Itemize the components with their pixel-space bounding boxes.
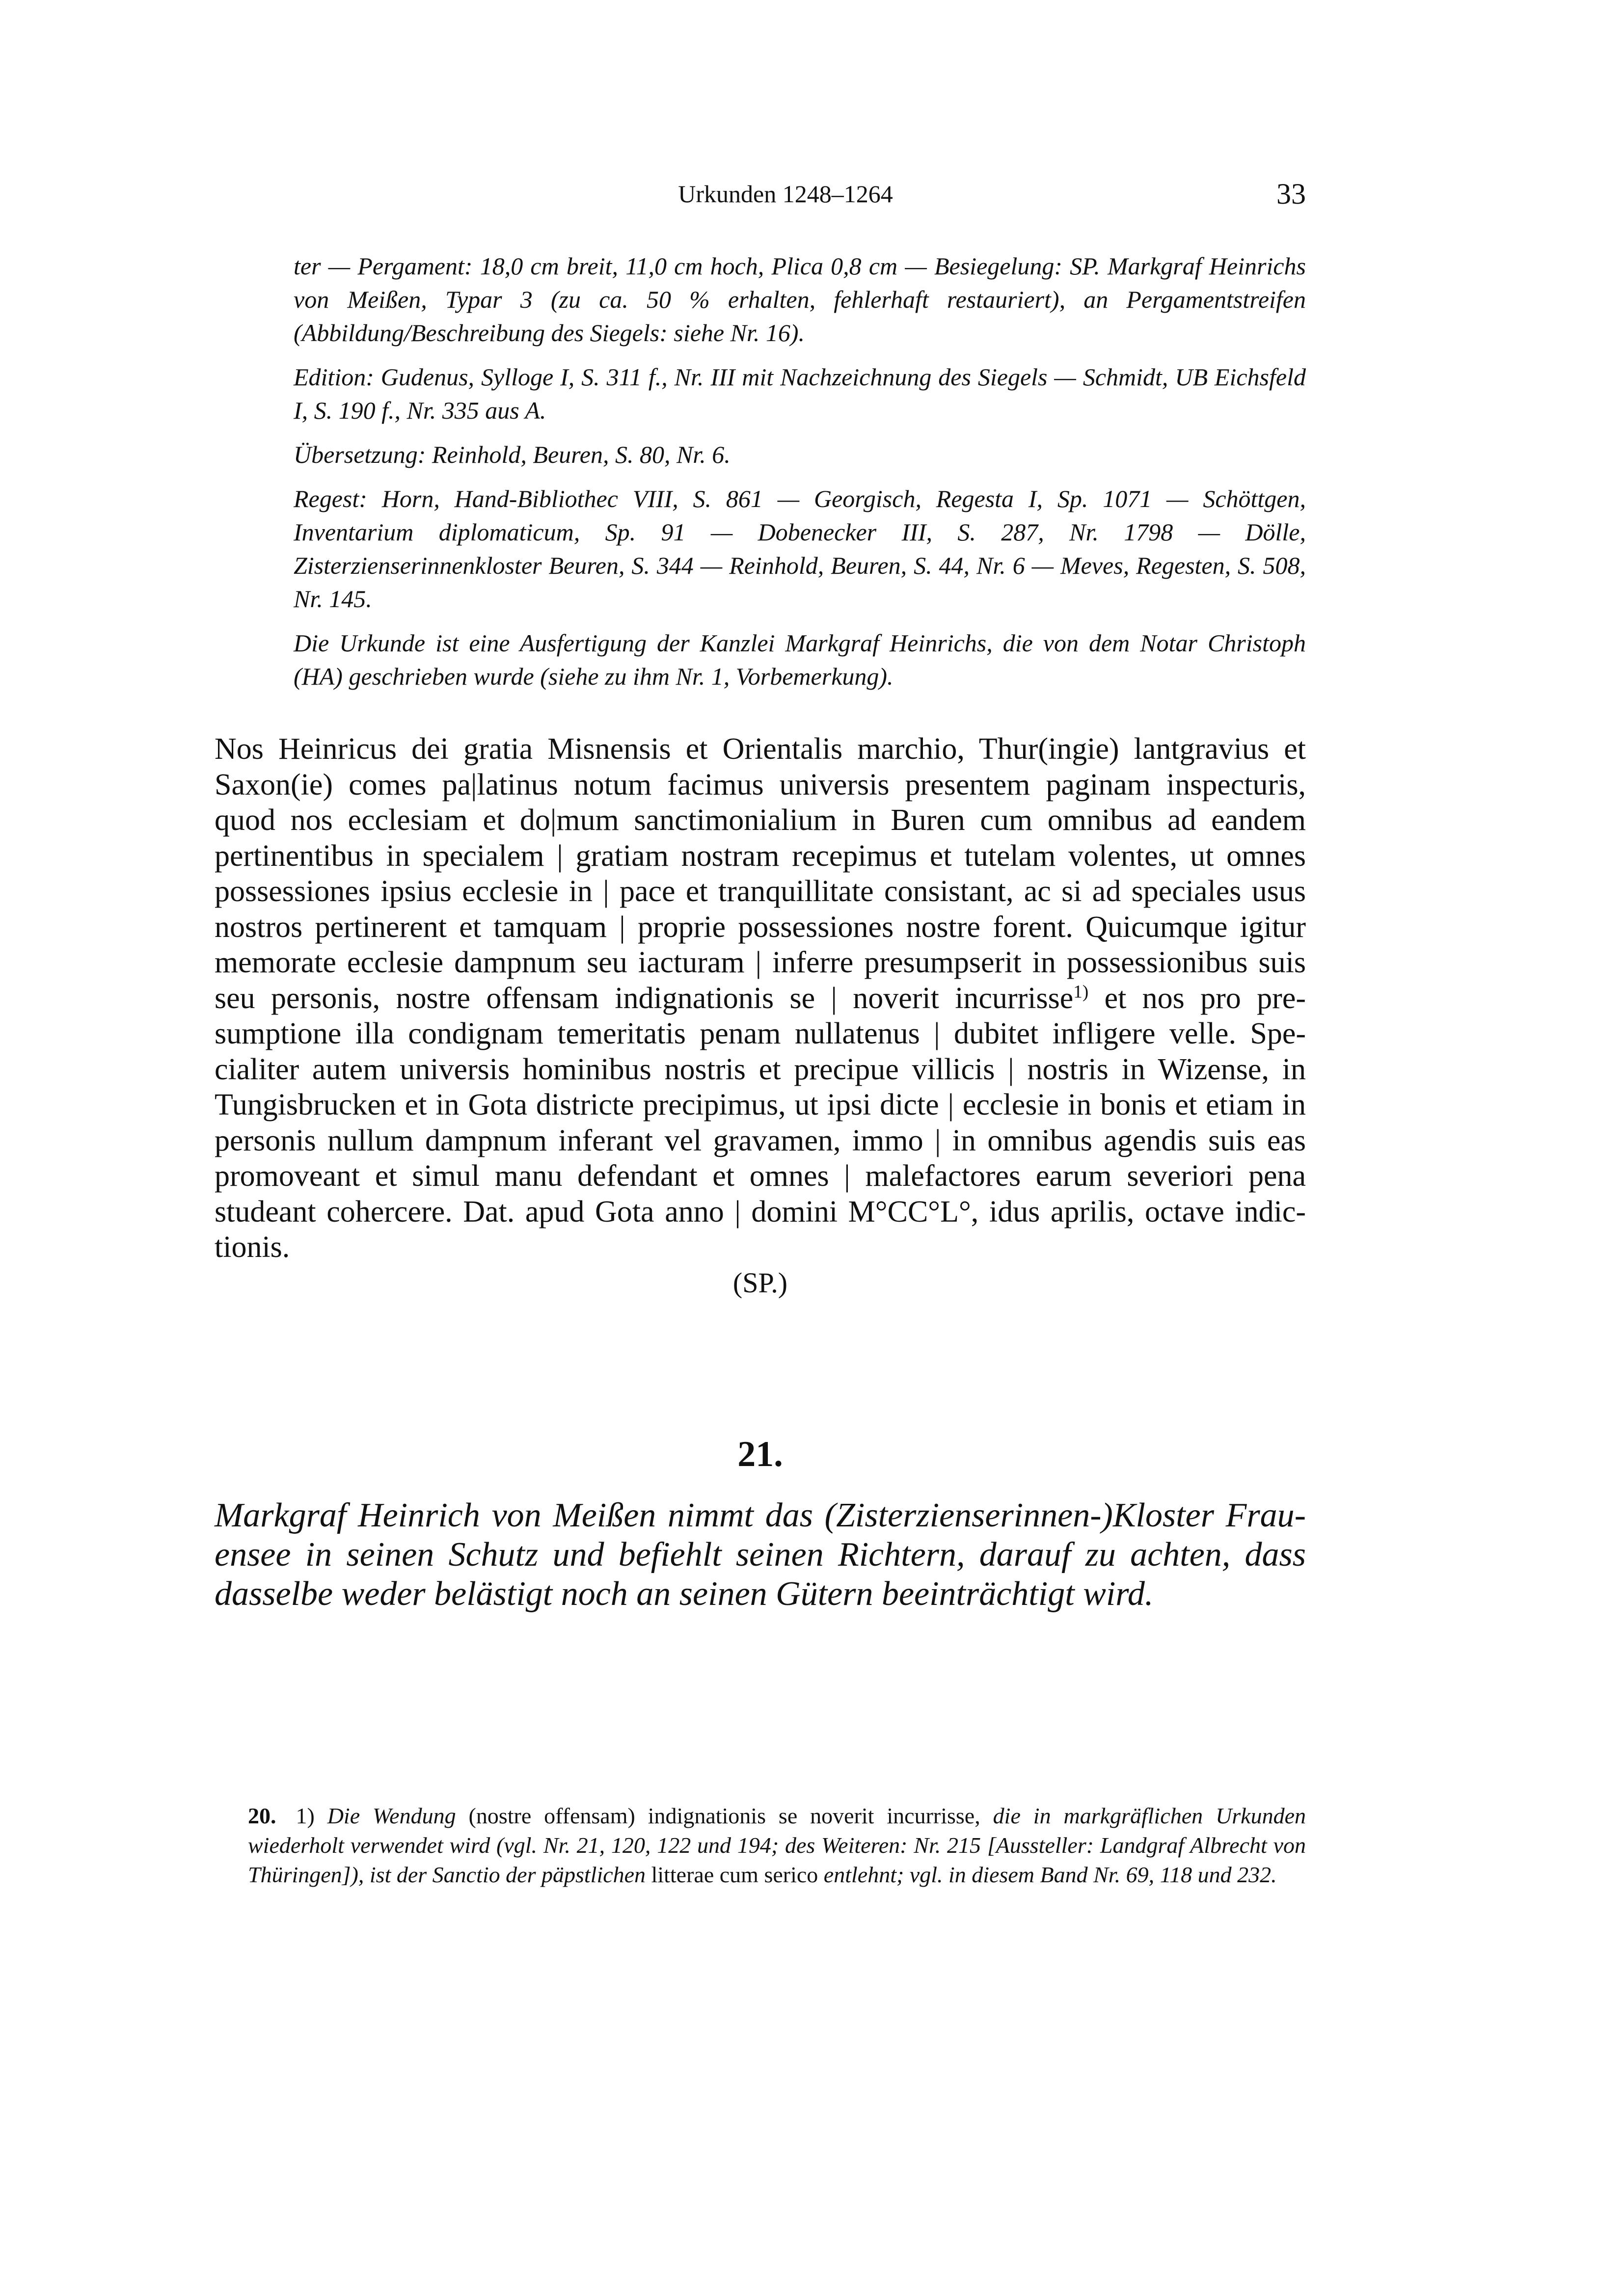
apparatus-regest: Regest: Horn, Hand-Bibliothec VIII, S. 861 — Georgisch, Regesta I, Sp. 1071 — Schöttgen, Inventarium diplomaticum, Sp. 91 — Dobenecker III, S. 287, Nr. 1798 — Dölle, Zisterzienserinnenkloster Beuren, S. 344 — Reinhold, Beuren, S. 44, Nr. 6 — Meves, Regesten, S. 508, Nr. 145. — [294, 485, 1306, 613]
seal-mark: (SP.) — [732, 1267, 788, 1299]
footnote-quote-1: (nostre offensam) indignationis se noverit incurrisse, — [468, 1803, 980, 1828]
charter-text-part-2: et nos pro presumptione illa condignam temeritatis penam nullatenus | dubitet infligere velle. Specialiter autem universis hominibus nostris et precipue villicis | nostris in Wizense, in Tungisbrucken et in Gota districte precipimus, ut ipsi dicte | ecclesie in bonis et etiam in personis nullum dampnum inferant vel gravamen, immo | in omnibus agendis suis eas promoveant et simul manu defendant et omnes | malefactores earum severiori pena studeant cohercere. Dat. apud Gota anno | domini M°CC°L°, idus aprilis, octave indictionis. — [215, 981, 1306, 1264]
footnote-document-number: 20. — [248, 1803, 276, 1828]
footnote-quote-2: litterae cum serico — [651, 1862, 818, 1887]
footnote-paragraph — [248, 1801, 1306, 1890]
running-title: Urkunden 1248–1264 — [678, 180, 893, 208]
footnote — [248, 1801, 1306, 1890]
apparatus-description: ter — Pergament: 18,0 cm breit, 11,0 cm hoch, Plica 0,8 cm — Besiegelung: SP. Markgraf Heinrichs von Meißen, Typar 3 (zu ca. 50 % erhalten, fehlerhaft restauriert), an Pergamentstreifen (Abbildung/Beschreibung des Siegels: siehe Nr. 16). — [294, 252, 1306, 347]
footnote-text-1: Die Wendung — [327, 1803, 456, 1828]
charter-paragraph — [215, 731, 1306, 1265]
regest-text: Markgraf Heinrich von Meißen nimmt das (Zisterzienserinnen-)Kloster Frauensee in seinen Schutz und befiehlt seinen Richtern, darauf zu achten, dass dasselbe weder belästigt noch an seinen Gütern beeinträchtigt wird. — [215, 1496, 1306, 1613]
footnote-text-3: entlehnt; vgl. in diesem Band Nr. 69, 118 und 232. — [823, 1862, 1277, 1887]
document-number: 21. — [737, 1434, 783, 1474]
regest-summary — [215, 1496, 1306, 1614]
footnote-reference: 1) — [1073, 981, 1089, 1002]
page-number: 33 — [1276, 178, 1306, 210]
charter-text-part-1: Nos Heinricus dei gratia Misnensis et Orientalis marchio, Thur(ingie) lantgravius et Saxon(ie) comes pa|latinus notum facimus universis presentem paginam inspecturis, quod nos ecclesiam et do|mum sanctimonialium in Buren cum omnibus ad eandem pertinentibus in specialem | gratiam nostram recepimus et tutelam volentes, ut omnes possessiones ipsius ecclesie in | pace et tranquillitate consistant, ac si ad speciales usus nostros pertinerent et tamquam | proprie possessiones nostre forent. Quicumque igitur memorate ecclesie dampnum seu iacturam | inferre presumpserit in possessionibus suis seu personis, nostre offensam indignationis se | noverit incurrisse — [215, 732, 1306, 1015]
apparatus-commentary: Die Urkunde ist eine Ausfertigung der Kanzlei Markgraf Heinrichs, die von dem Notar Christoph (HA) geschrieben wurde (siehe zu ihm Nr. 1, Vorbemerkung). — [294, 629, 1306, 690]
charter-text — [215, 731, 1306, 1265]
apparatus-translation: Übersetzung: Reinhold, Beuren, S. 80, Nr. 6. — [294, 441, 731, 468]
apparatus-notes — [294, 249, 1306, 704]
footnote-text-2: die in markgräflichen Urkunden wiederholt verwendet wird (vgl. Nr. 21, 120, 122 und 194; des Weiteren: Nr. 215 [Aussteller: Landgraf Albrecht von Thüringen]), ist der Sanctio der päpstlichen — [248, 1803, 1306, 1887]
apparatus-edition: Edition: Gudenus, Sylloge I, S. 311 f., Nr. III mit Nachzeichnung des Siegels — Schmidt, UB Eichsfeld I, S. 190 f., Nr. 335 aus A. — [294, 363, 1306, 424]
footnote-marker: 1) — [296, 1803, 315, 1828]
running-head — [265, 177, 1306, 211]
